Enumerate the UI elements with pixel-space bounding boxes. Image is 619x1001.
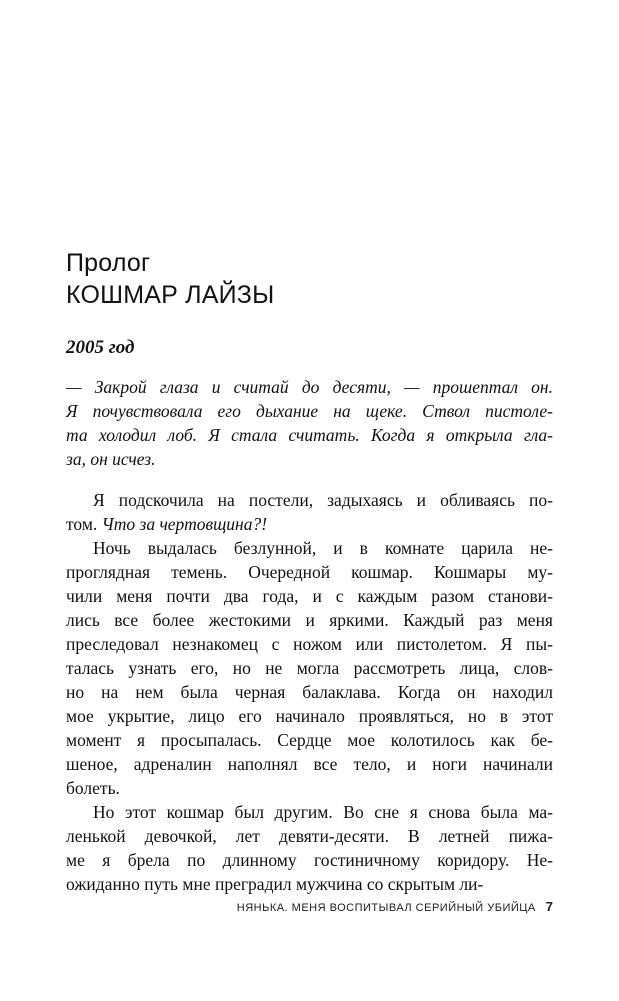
paragraph — [66, 375, 553, 471]
text-segment: — Закрой глаза и считай до десяти, — прошептал он. — [66, 377, 553, 397]
text-line — [66, 447, 553, 471]
paragraph — [66, 800, 553, 896]
text-blocks — [66, 375, 553, 896]
text-line — [66, 704, 553, 728]
text-segment: ленькой девочкой, лет девяти-десяти. В летней пижа- — [66, 826, 553, 846]
text-segment: ожиданно путь мне преградил мужчина со скрытым ли- — [66, 874, 484, 894]
text-segment: ме я брела по длинному гостиничному коридору. Не- — [66, 850, 553, 870]
date-subheading: 2005 год — [66, 337, 135, 358]
text-line — [66, 872, 553, 896]
text-segment: та холодил лоб. Я стала считать. Когда я открыла гла- — [66, 425, 553, 445]
text-line — [66, 375, 553, 399]
text-line — [66, 824, 553, 848]
text-line — [66, 536, 553, 560]
paragraph — [66, 536, 553, 800]
text-line — [66, 488, 553, 512]
text-line — [66, 399, 553, 423]
text-segment: Я подскочила на постели, задыхаясь и обливаясь по- — [93, 490, 553, 510]
text-segment: проглядная темень. Очередной кошмар. Кошмары му- — [66, 562, 553, 582]
running-title: НЯНЬКА. МЕНЯ ВОСПИТЫВАЛ СЕРИЙНЫЙ УБИЙЦА — [236, 902, 536, 914]
text-segment: том. — [66, 514, 102, 534]
text-segment: шеное, адреналин наполнял все тело, и ноги начинали — [66, 754, 553, 774]
text-line — [66, 632, 553, 656]
text-segment: преследовал незнакомец с ножом или пистолетом. Я пы- — [66, 634, 553, 654]
text-line — [66, 512, 553, 536]
text-line — [66, 728, 553, 752]
chapter-heading — [66, 247, 553, 311]
text-segment: за, он исчез. — [66, 449, 156, 469]
page-number: 7 — [545, 899, 553, 914]
text-line — [66, 800, 553, 824]
text-line — [66, 776, 553, 800]
paragraph — [66, 488, 553, 536]
chapter-heading-prologue: Пролог — [66, 249, 151, 277]
text-segment: мое укрытие, лицо его начинало проявляться, но в этот — [66, 706, 553, 726]
text-segment: Но этот кошмар был другим. Во сне я снова была ма- — [93, 802, 553, 822]
text-line — [66, 752, 553, 776]
italic-phrase: Что за чертовщина?! — [101, 514, 268, 534]
text-line — [66, 680, 553, 704]
text-line — [66, 656, 553, 680]
text-segment: лись все более жестокими и яркими. Каждый раз меня — [66, 610, 553, 630]
text-segment: момент я просыпалась. Сердце мое колотилось как бе- — [66, 730, 553, 750]
text-line — [66, 560, 553, 584]
page-content — [66, 247, 553, 896]
text-segment: талась узнать его, но не могла рассмотреть лица, слов- — [66, 658, 553, 678]
text-line — [66, 848, 553, 872]
text-segment: болеть. — [66, 778, 120, 798]
text-line — [66, 423, 553, 447]
chapter-heading-title: КОШМАР ЛАЙЗЫ — [66, 281, 275, 309]
text-line — [66, 584, 553, 608]
page-footer — [66, 899, 553, 914]
text-segment: чили меня почти два года, и с каждым разом станови- — [66, 586, 553, 606]
text-segment: Ночь выдалась безлунной, и в комнате царила не- — [93, 538, 553, 558]
text-segment: но на нем была черная балаклава. Когда он находил — [66, 682, 553, 702]
text-line — [66, 608, 553, 632]
text-segment: Я почувствовала его дыхание на щеке. Ствол пистоле- — [66, 401, 553, 421]
